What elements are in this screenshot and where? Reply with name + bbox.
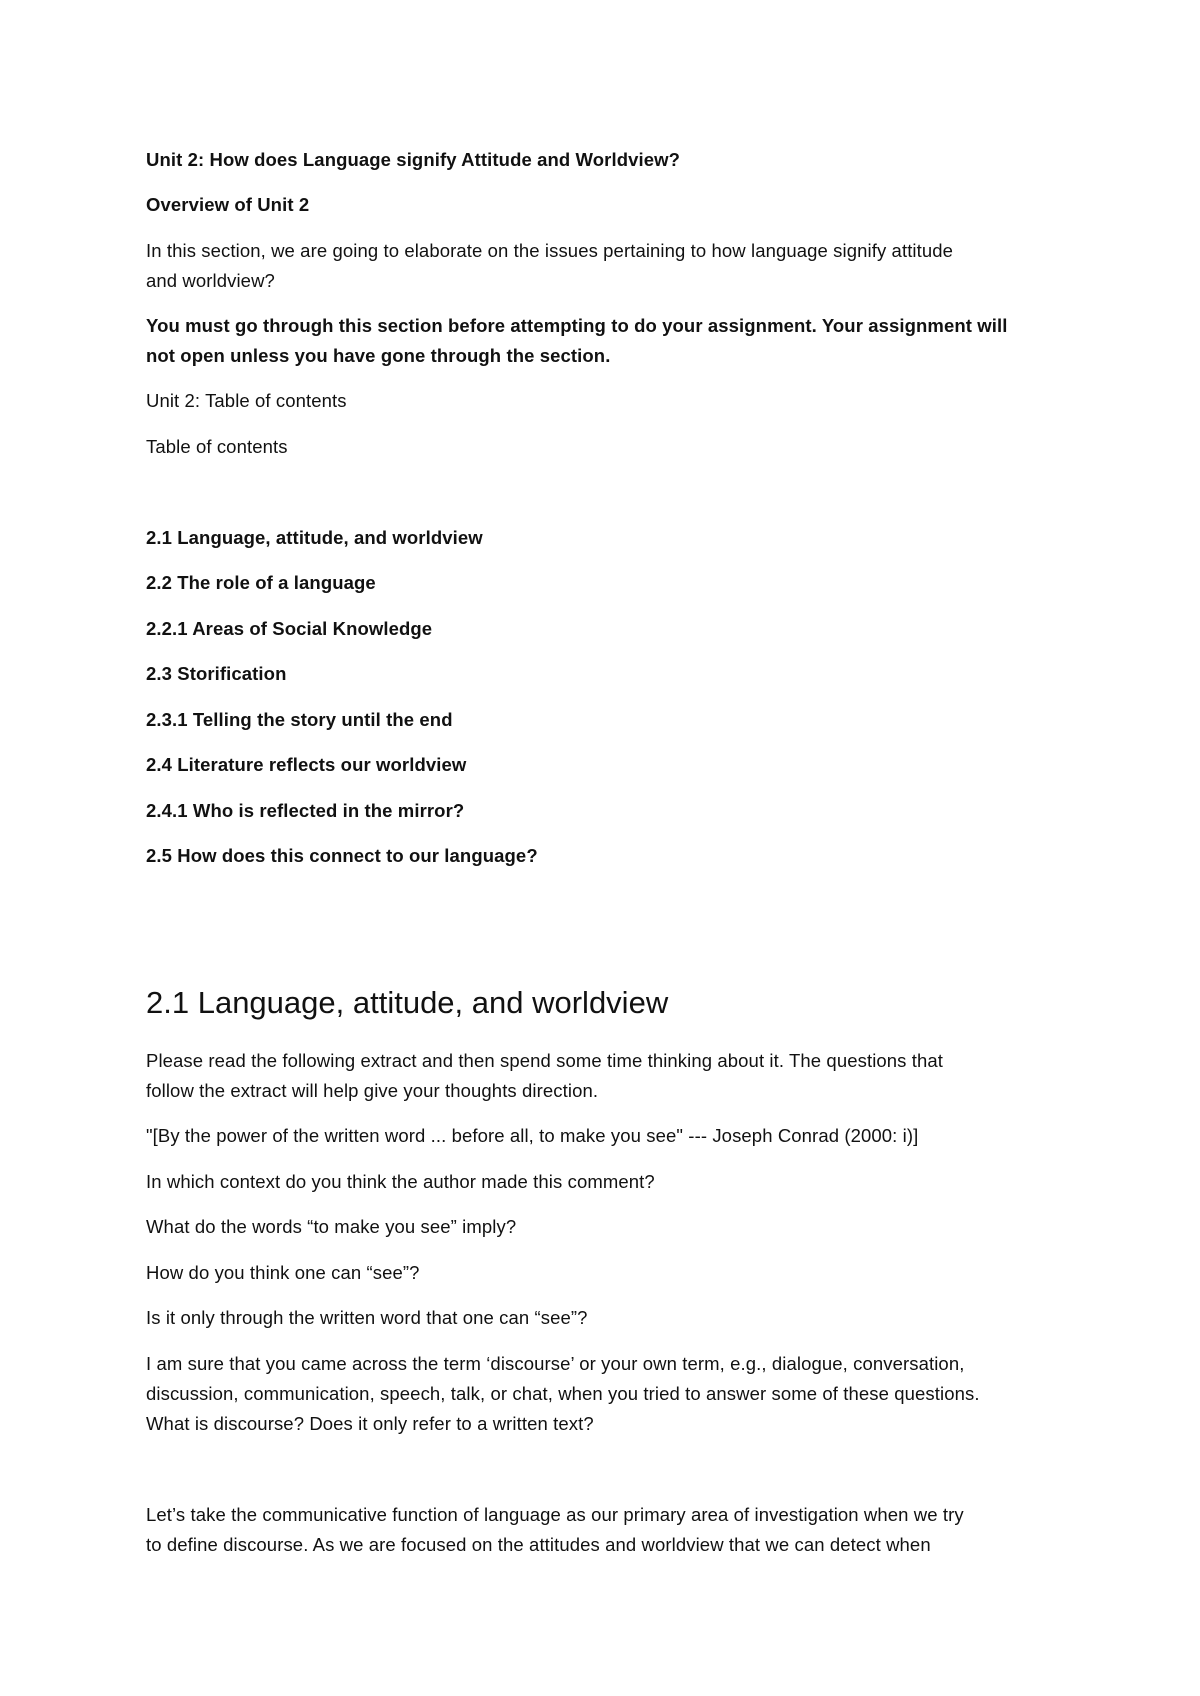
toc-item: 2.3.1 Telling the story until the end (146, 709, 453, 730)
paragraph-1-line-1: Please read the following extract and then spend some time thinking about it. The questions that (146, 1050, 944, 1071)
paragraph-2-line-1: I am sure that you came across the term ‘discourse’ or your own term, e.g., dialogue, conversation, (146, 1353, 965, 1374)
paragraph-2-line-2: discussion, communication, speech, talk, or chat, when you tried to answer some of these questions. (146, 1383, 980, 1404)
paragraph-2-line-3: What is discourse? Does it only refer to a written text? (146, 1413, 594, 1434)
section-heading: 2.1 Language, attitude, and worldview (146, 985, 669, 1020)
conrad-quote: "[By the power of the written word ... before all, to make you see" --- Joseph Conrad (2000: i)] (146, 1125, 919, 1146)
question: In which context do you think the author made this comment? (146, 1171, 655, 1192)
overview-heading: Overview of Unit 2 (146, 194, 310, 215)
toc-item: 2.4.1 Who is reflected in the mirror? (146, 800, 465, 821)
paragraph-1-line-2: follow the extract will help give your thoughts direction. (146, 1080, 599, 1101)
toc-item: 2.2 The role of a language (146, 572, 376, 593)
toc-item: 2.3 Storification (146, 663, 287, 684)
toc-item: 2.1 Language, attitude, and worldview (146, 527, 483, 548)
question: Is it only through the written word that one can “see”? (146, 1307, 588, 1328)
intro-paragraph-line-2: and worldview? (146, 270, 275, 291)
toc-item: 2.2.1 Areas of Social Knowledge (146, 618, 433, 639)
paragraph-3-line-2: to define discourse. As we are focused on the attitudes and worldview that we can detect when (146, 1534, 931, 1555)
question: What do the words “to make you see” imply? (146, 1216, 517, 1237)
unit-toc-label: Unit 2: Table of contents (146, 390, 347, 411)
unit-title: Unit 2: How does Language signify Attitude and Worldview? (146, 149, 680, 170)
toc-item: 2.5 How does this connect to our language? (146, 845, 538, 866)
intro-paragraph-line-1: In this section, we are going to elaborate on the issues pertaining to how language signify attitude (146, 240, 954, 261)
assignment-notice-line-1: You must go through this section before attempting to do your assignment. Your assignment will (146, 315, 1008, 336)
question: How do you think one can “see”? (146, 1262, 420, 1283)
toc-item: 2.4 Literature reflects our worldview (146, 754, 467, 775)
assignment-notice-line-2: not open unless you have gone through the section. (146, 345, 611, 366)
paragraph-3-line-1: Let’s take the communicative function of language as our primary area of investigation when we try (146, 1504, 964, 1525)
toc-label: Table of contents (146, 436, 288, 457)
